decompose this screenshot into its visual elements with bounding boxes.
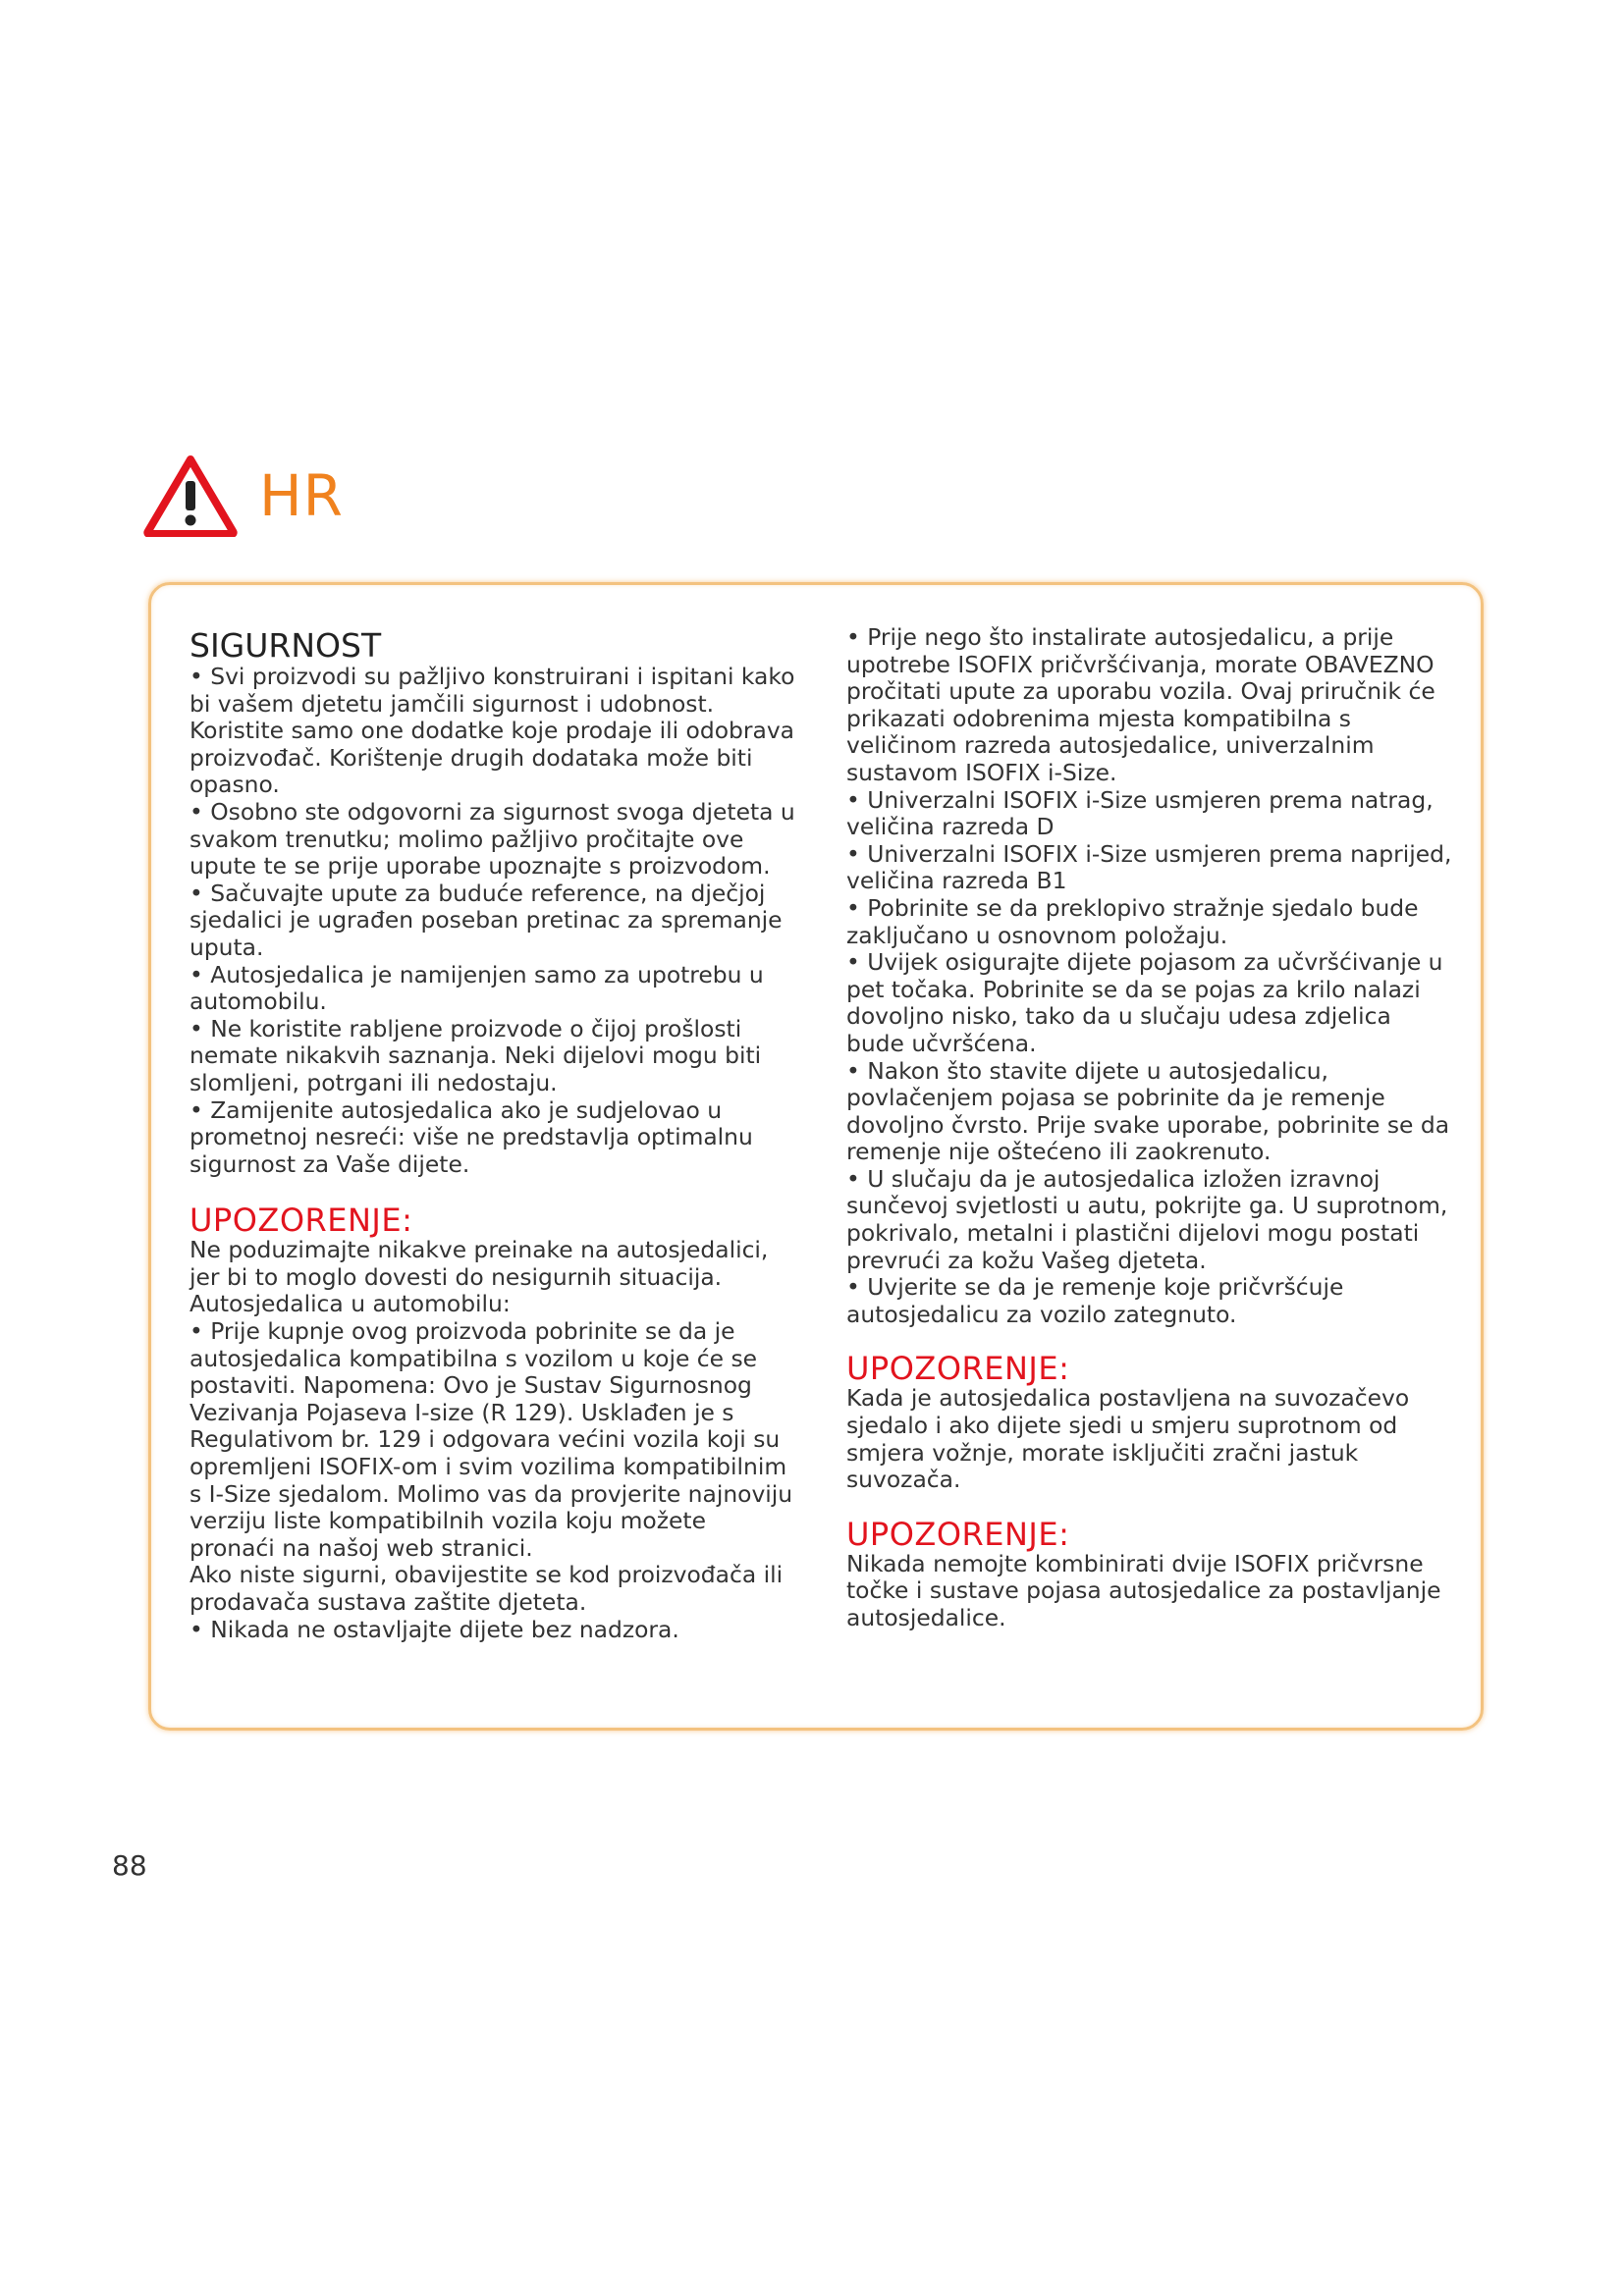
safety-heading: SIGURNOST bbox=[189, 626, 382, 665]
safety-paragraph: • Uvijek osigurajte dijete pojasom za učvršćivanje u pet točaka. Pobrinite se da se pojas za krilo nalazi dovoljno nisko, tako da u slučaju udesa zdjelica bude učvršćena. bbox=[846, 948, 1443, 1057]
safety-paragraph: • Univerzalni ISOFIX i-Size usmjeren prema naprijed, veličina razreda B1 bbox=[846, 839, 1452, 895]
left-column bbox=[189, 628, 798, 1643]
safety-paragraph: • Prije nego što instalirate autosjedalicu, a prije upotrebe ISOFIX pričvršćivanja, morate OBAVEZNO pročitati upute za uporabu vozila. Ovaj priručnik će prikazati odobrenima mjesta kompatibilna s veličinom razreda autosjedalice, univerzalnim sustavom ISOFIX i-Size. bbox=[846, 623, 1435, 786]
warning-heading: UPOZORENJE: bbox=[189, 1201, 413, 1240]
page-number: 88 bbox=[112, 1849, 147, 1882]
warning-paragraph: Ne poduzimajte nikakve preinake na autosjedalici, jer bi to moglo dovesti do nesigurnih situacija. bbox=[189, 1236, 769, 1291]
right-column bbox=[846, 624, 1455, 1632]
safety-paragraph: • Pobrinite se da preklopivo stražnje sjedalo bude zaključano u osnovnom položaju. bbox=[846, 893, 1419, 949]
warning-triangle-icon bbox=[143, 454, 238, 537]
safety-paragraph: • U slučaju da je autosjedalica izložen izravnoj sunčevoj svjetlosti u autu, pokrijte ga. U suprotnom, pokrivalo, metalni i plastični dijelovi mogu postati prevrući za kožu Vašeg djeteta. bbox=[846, 1164, 1448, 1274]
language-label: HR bbox=[259, 462, 344, 529]
warning-paragraph: Autosjedalica u automobilu: bbox=[189, 1290, 511, 1318]
warning-paragraph: • Nikada ne ostavljajte dijete bez nadzora. bbox=[189, 1615, 679, 1643]
safety-paragraph: • Osobno ste odgovorni za sigurnost svoga djeteta u svakom trenutku; molimo pažljivo pročitajte ove upute te se prije uporabe upoznajte s proizvodom. bbox=[189, 797, 795, 881]
safety-paragraph: • Univerzalni ISOFIX i-Size usmjeren prema natrag, veličina razreda D bbox=[846, 785, 1434, 841]
safety-paragraph: • Svi proizvodi su pažljivo konstruirani i ispitani kako bi vašem djetetu jamčili sigurnost i udobnost. Koristite samo one dodatke koje prodaje ili odobrava proizvođač. Korištenje drugih dodataka može biti opasno. bbox=[189, 663, 795, 799]
warning-paragraph-airbag: Kada je autosjedalica postavljena na suvozačevo sjedalo i ako dijete sjedi u smjeru suprotnom od smjera vožnje, morate isključiti zračni jastuk suvozača. bbox=[846, 1384, 1410, 1494]
safety-paragraph: • Uvjerite se da je remenje koje pričvršćuje autosjedalicu za vozilo zategnuto. bbox=[846, 1273, 1344, 1328]
section-header bbox=[143, 452, 344, 540]
warning-paragraph-isofix: Nikada nemojte kombinirati dvije ISOFIX pričvrsne točke i sustave pojasa autosjedalice za postavljanje autosjedalice. bbox=[846, 1549, 1441, 1631]
safety-paragraph: • Autosjedalica je namijenjen samo za upotrebu u automobilu. bbox=[189, 960, 764, 1016]
warning-heading-airbag: UPOZORENJE: bbox=[846, 1350, 1070, 1388]
safety-paragraph: • Sačuvajte upute za buduće reference, na dječjoj sjedalici je ugrađen poseban pretinac za spremanje uputa. bbox=[189, 879, 783, 961]
safety-paragraph: • Nakon što stavite dijete u autosjedalicu, povlačenjem pojasa se pobrinite da je remenje dovoljno čvrsto. Prije svake uporabe, pobrinite se da remenje nije oštećeno ili zaokrenuto. bbox=[846, 1056, 1450, 1166]
safety-paragraph: • Zamijenite autosjedalica ako je sudjelovao u prometnoj nesreći: više ne predstavlja optimalnu sigurnost za Vaše dijete. bbox=[189, 1095, 753, 1178]
warning-heading-isofix: UPOZORENJE: bbox=[846, 1515, 1070, 1553]
warning-paragraph: • Prije kupnje ovog proizvoda pobrinite se da je autosjedalica kompatibilna s vozilom u koje će se postaviti. Napomena: Ovo je Sustav Sigurnosnog Vezivanja Pojaseva I-size (R 129). Usklađen je s Regulativom br. 129 i odgovara većini vozila koji su opremljeni ISOFIX-om i svim vozilima kompatibilnim s I-Size sjedalom. Molimo vas da provjerite najnoviju verziju liste kompatibilnih vozila koju možete pronaći na našoj web stranici. bbox=[189, 1317, 793, 1562]
warning-paragraph: Ako niste sigurni, obavijestite se kod proizvođača ili prodavača sustava zaštite djeteta. bbox=[189, 1561, 784, 1616]
safety-paragraph: • Ne koristite rabljene proizvode o čijoj prošlosti nemate nikakvih saznanja. Neki dijelovi mogu biti slomljeni, potrgani ili nedostaju. bbox=[189, 1014, 762, 1096]
